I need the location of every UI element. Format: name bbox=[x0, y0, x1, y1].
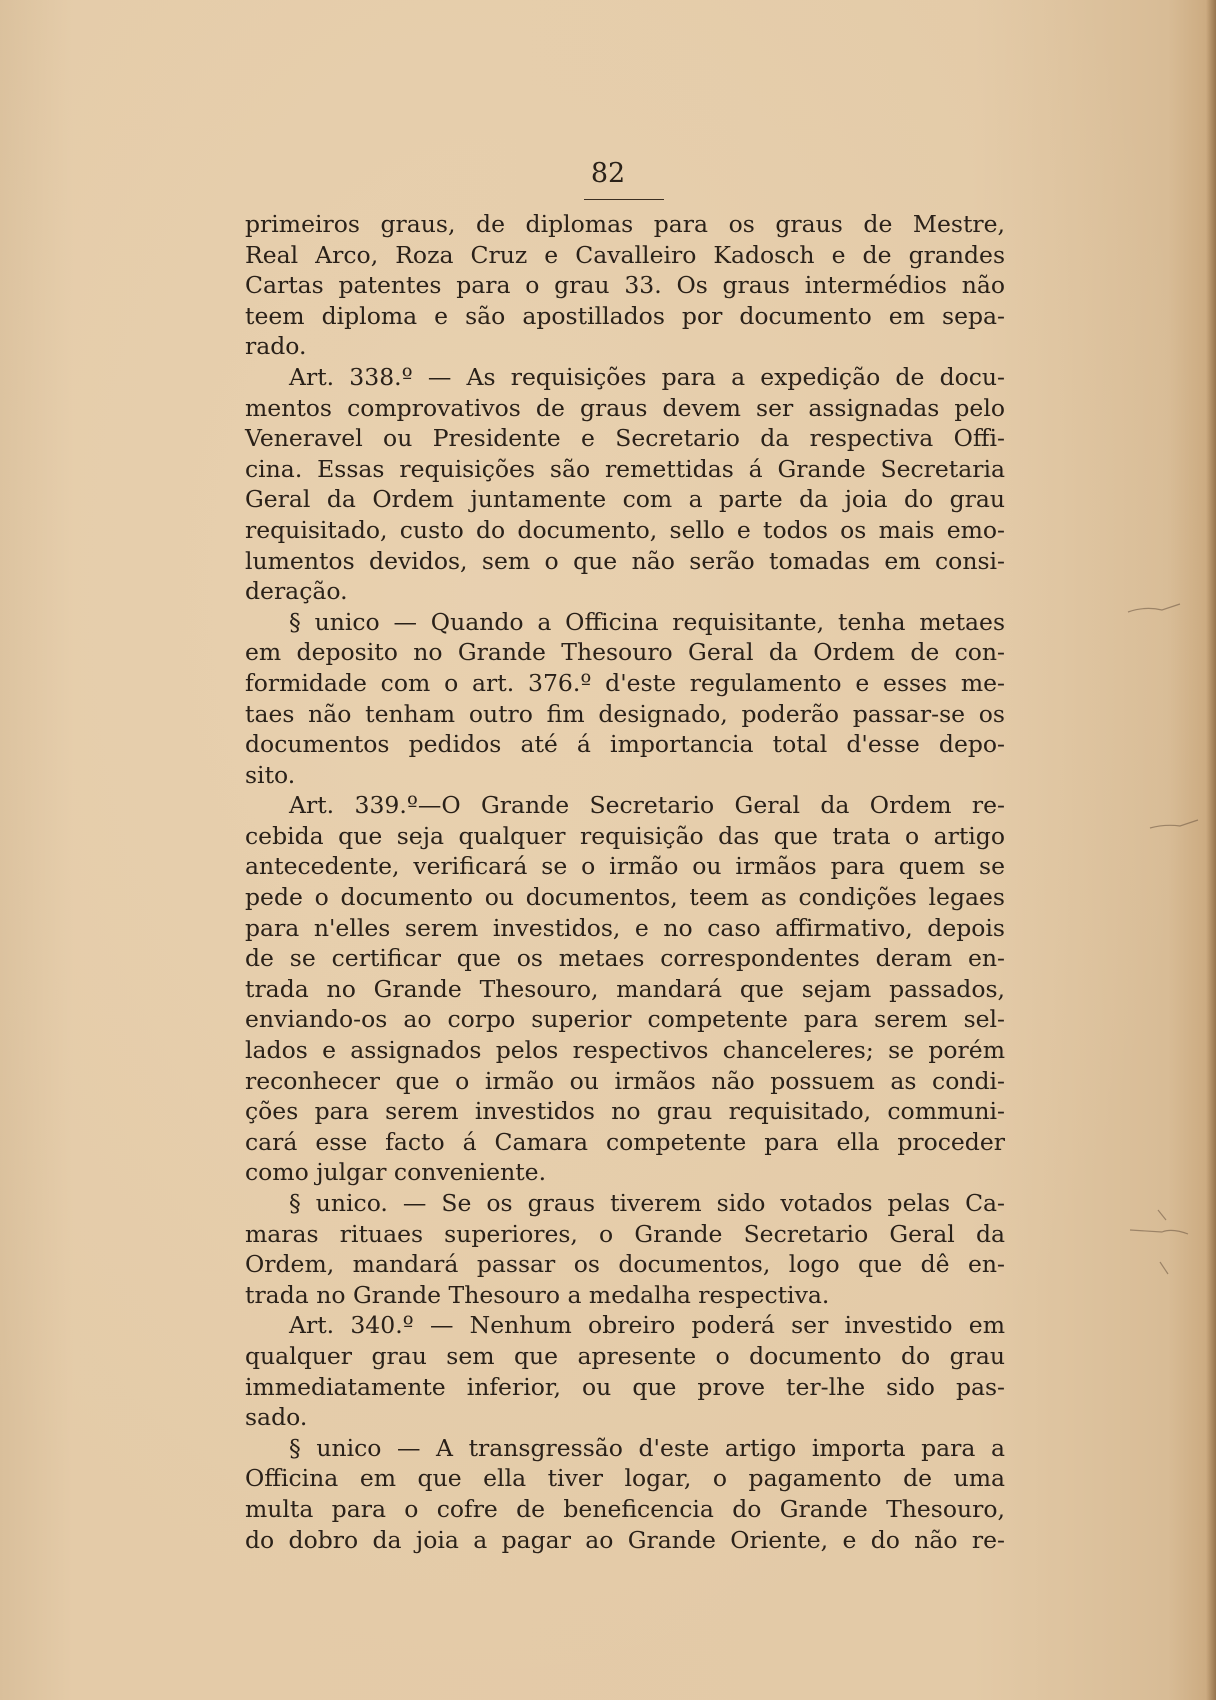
text-line: pede o documento ou documentos, teem as condições legaes bbox=[245, 883, 1005, 912]
text-line: teem diploma e são apostillados por documento em sepa- bbox=[245, 301, 1005, 330]
text-line: sado. bbox=[245, 1403, 308, 1432]
text-line: documentos pedidos até á importancia total d'esse depo- bbox=[245, 730, 1005, 759]
text-line: Geral da Ordem juntamente com a parte da joia do grau bbox=[245, 485, 1005, 514]
text-line: Ordem, mandará passar os documentos, logo que dê en- bbox=[245, 1250, 1005, 1279]
text-line: Real Arco, Roza Cruz e Cavalleiro Kadosch e de grandes bbox=[245, 240, 1005, 269]
text-line: cebida que seja qualquer requisição das que trata o artigo bbox=[245, 821, 1005, 850]
text-line: multa para o cofre de beneficencia do Grande Thesouro, bbox=[245, 1494, 1005, 1523]
text-line: reconhecer que o irmão ou irmãos não possuem as condi- bbox=[245, 1066, 1005, 1095]
text-line: qualquer grau sem que apresente o documento do grau bbox=[245, 1341, 1005, 1370]
text-line: maras rituaes superiores, o Grande Secretario Geral da bbox=[245, 1219, 1005, 1248]
text-line: taes não tenham outro fim designado, poderão passar-se os bbox=[245, 699, 1005, 728]
text-line: como julgar conveniente. bbox=[245, 1158, 547, 1187]
margin-bleed-marks bbox=[1110, 0, 1210, 1700]
text-line: sito. bbox=[245, 760, 296, 789]
text-line: Cartas patentes para o grau 33. Os graus intermédios não bbox=[245, 271, 1005, 300]
text-line: trada no Grande Thesouro, mandará que sejam passados, bbox=[245, 974, 1005, 1003]
text-line: immediatamente inferior, ou que prove ter-lhe sido pas- bbox=[245, 1372, 1005, 1401]
text-line: cina. Essas requisições são remettidas á Grande Secretaria bbox=[245, 454, 1005, 483]
text-line: deração. bbox=[245, 577, 348, 606]
text-line: para n'elles serem investidos, e no caso affirmativo, depois bbox=[245, 913, 1005, 942]
text-line: enviando-os ao corpo superior competente para serem sel- bbox=[245, 1005, 1005, 1034]
text-line: Officina em que ella tiver logar, o pagamento de uma bbox=[245, 1464, 1005, 1493]
text-line: formidade com o art. 376.º d'este regulamento e esses me- bbox=[245, 668, 1005, 697]
paragraph-unico-line: § unico — Quando a Officina requisitante, tenha metaes bbox=[289, 607, 1005, 636]
text-line: primeiros graus, de diplomas para os graus de Mestre, bbox=[245, 210, 1005, 238]
paragraph-unico-line: § unico. — Se os graus tiverem sido votados pelas Ca- bbox=[289, 1189, 1005, 1217]
page-number: 82 bbox=[590, 158, 626, 189]
article-338-heading-line: Art. 338.º — As requisições para a expedição de docu- bbox=[289, 362, 1005, 391]
text-line: cará esse facto á Camara competente para ella proceder bbox=[245, 1127, 1005, 1156]
show-through-mark-icon bbox=[1128, 604, 1198, 1274]
text-line: em deposito no Grande Thesouro Geral da Ordem de con- bbox=[245, 638, 1005, 667]
page-number-rule bbox=[584, 199, 664, 200]
text-line: lados e assignados pelos respectivos chanceleres; se porém bbox=[245, 1036, 1005, 1065]
text-line: rado. bbox=[245, 332, 307, 361]
text-line: do dobro da joia a pagar ao Grande Oriente, e do não re- bbox=[245, 1525, 1005, 1554]
text-line: requisitado, custo do documento, sello e todos os mais emo- bbox=[245, 515, 1005, 544]
text-line: Veneravel ou Presidente e Secretario da respectiva Offi- bbox=[245, 424, 1005, 453]
text-line: antecedente, verificará se o irmão ou irmãos para quem se bbox=[245, 852, 1005, 881]
text-line: mentos comprovativos de graus devem ser assignadas pelo bbox=[245, 393, 1005, 422]
article-340-heading-line: Art. 340.º — Nenhum obreiro poderá ser investido em bbox=[289, 1311, 1005, 1340]
body-text bbox=[245, 209, 1005, 1555]
text-line: lumentos devidos, sem o que não serão tomadas em consi- bbox=[245, 546, 1005, 575]
text-line: trada no Grande Thesouro a medalha respectiva. bbox=[245, 1280, 830, 1309]
text-line: de se certificar que os metaes correspondentes deram en- bbox=[245, 944, 1005, 973]
article-339-heading-line: Art. 339.º—O Grande Secretario Geral da Ordem re- bbox=[289, 791, 1005, 820]
paragraph-unico-line: § unico — A transgressão d'este artigo importa para a bbox=[289, 1433, 1005, 1462]
text-line: ções para serem investidos no grau requisitado, communi- bbox=[245, 1097, 1005, 1126]
